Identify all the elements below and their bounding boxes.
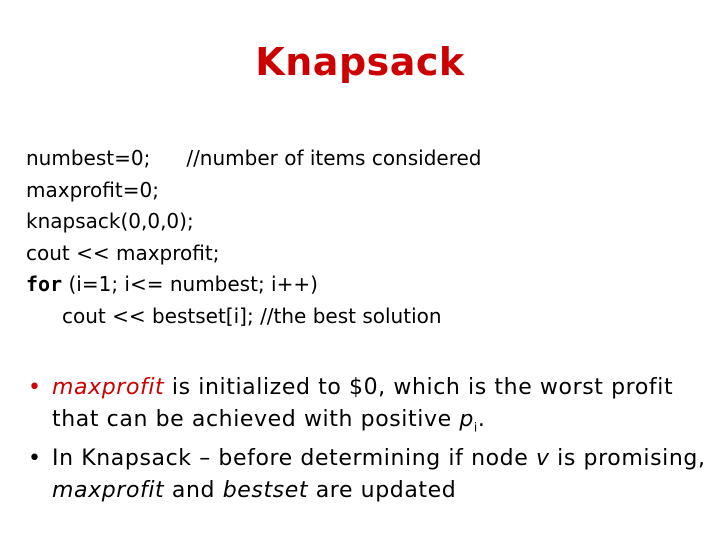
v-term: v [535, 446, 550, 472]
code-line-6: cout << bestset[i]; //the best solution [62, 303, 442, 328]
code-line-5 [26, 269, 481, 301]
code-line-1 [26, 143, 481, 175]
maxprofit-term: maxprofit [52, 478, 165, 504]
bullet-item-1 [28, 372, 708, 443]
bullet-end: . [477, 407, 486, 432]
code-line-3: knapsack(0,0,0); [26, 209, 194, 233]
bullet-icon: • [28, 375, 42, 400]
code-block [26, 143, 481, 332]
bullet-item-2 [28, 443, 708, 507]
code-line-4: cout << maxprofit; [26, 240, 220, 265]
bestset-term: bestset [222, 478, 309, 504]
bullet-list [28, 372, 708, 507]
bullet-text: are updated [308, 478, 457, 504]
for-header: (i=1; i<= numbest; i++) [62, 272, 318, 296]
code-line-2: maxprofit=0; [26, 177, 159, 202]
bullet-text: In Knapsack – before determining if node [52, 446, 536, 472]
for-keyword: for [26, 272, 63, 296]
bullet-text: is initialized to $0, which is the worst profit that can be achieved with positive [52, 375, 674, 432]
bullet-icon: • [28, 446, 42, 472]
p-term: p [459, 407, 474, 432]
p-subscript: i [473, 420, 478, 435]
slide-title: Knapsack [255, 40, 465, 84]
bullet-text: is promising, [549, 446, 706, 472]
code-statement: numbest=0; [26, 146, 151, 170]
bullet-text: and [164, 478, 223, 504]
maxprofit-term: maxprofit [52, 375, 165, 400]
code-comment: //number of items considered [186, 146, 482, 170]
